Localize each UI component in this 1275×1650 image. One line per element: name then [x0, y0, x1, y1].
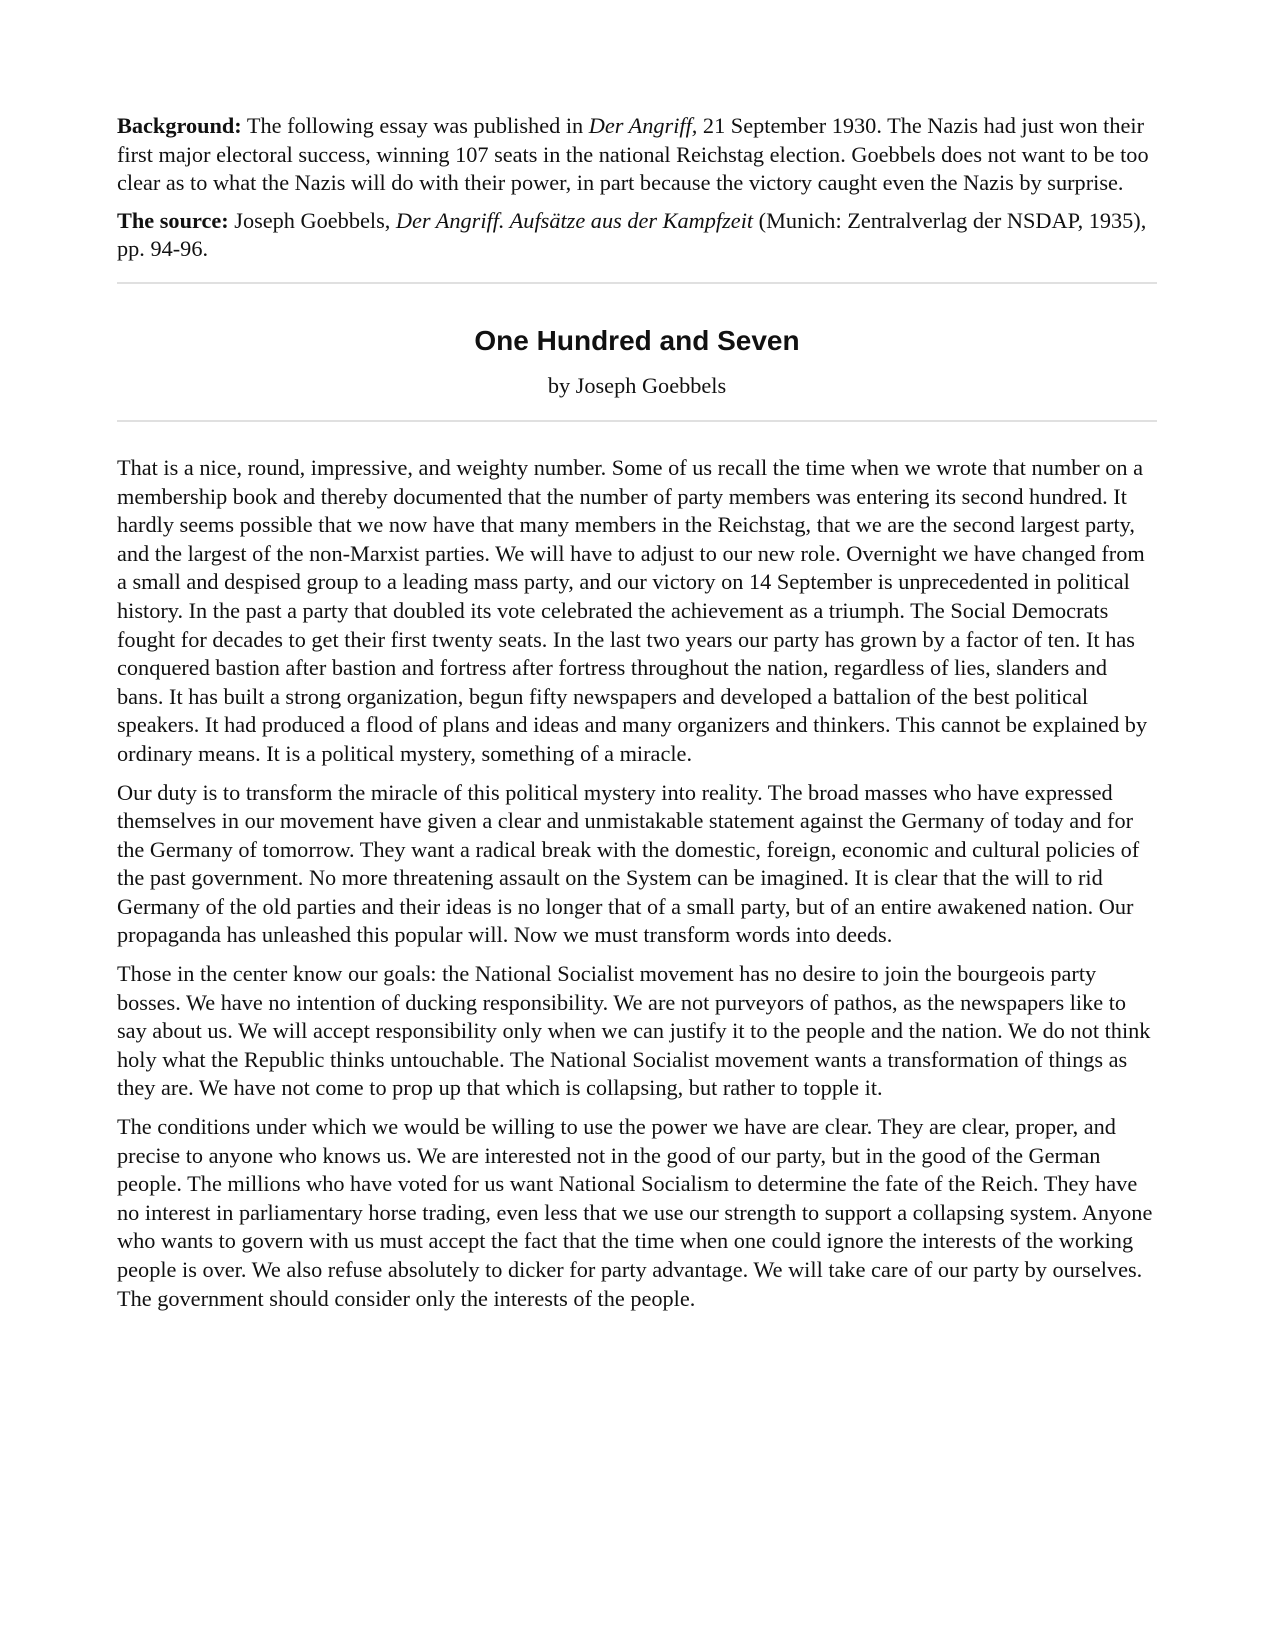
background-paragraph — [117, 112, 1157, 198]
essay-paragraph-1: That is a nice, round, impressive, and weighty number. Some of us recall the time when we wrote that number on a membership book and thereby documented that the number of party members was entering its second hundred. It hardly seems possible that we now have that many members in the Reichstag, that we are the second largest party, and the largest of the non-Marxist parties. We will have to adjust to our new role. Overnight we have changed from a small and despised group to a leading mass party, and our victory on 14 September is unprecedented in political history. In the past a party that doubled its vote celebrated the achievement as a triumph. The Social Democrats fought for decades to get their first twenty seats. In the last two years our party has grown by a factor of ten. It has conquered bastion after bastion and fortress after fortress throughout the nation, regardless of lies, slanders and bans. It has built a strong organization, begun fifty newspapers and developed a battalion of the best political speakers. It had produced a flood of plans and ideas and many organizers and thinkers. This cannot be explained by ordinary means. It is a political mystery, something of a miracle. — [117, 454, 1148, 766]
essay-paragraph-4: The conditions under which we would be willing to use the power we have are clear. They are clear, proper, and precise to anyone who knows us. We are interested not in the good of our party, but in the good of the German people. The millions who have voted for us want National Socialism to determine the fate of the Reich. They have no interest in parliamentary horse trading, even less that we use our strength to support a collapsing system. Anyone who wants to govern with us must accept the fact that the time when one could ignore the interests of the working people is over. We also refuse absolutely to dicker for party advantage. We will take care of our party by ourselves. The government should consider only the interests of the people. — [117, 1114, 1153, 1311]
title-block — [117, 284, 1157, 420]
background-publication: Der Angriff, — [588, 113, 698, 138]
background-text-1: The following essay was published in — [241, 113, 589, 138]
essay-paragraph-2: Our duty is to transform the miracle of this political mystery into reality. The broad masses who have expressed themselves in our movement have given a clear and unmistakable statement against the Germany of today and for the Germany of tomorrow. They want a radical break with the domestic, foreign, economic and cultural policies of the past government. No more threatening assault on the System can be imagined. It is clear that the will to rid Germany of the old parties and their ideas is no longer that of a small party, but of an entire awakened nation. Our propaganda has unleashed this popular will. Now we must transform words into deeds. — [117, 779, 1140, 948]
essay-paragraph-3: Those in the center know our goals: the National Socialist movement has no desire to join the bourgeois party bosses. We have no intention of ducking responsibility. We are not purveyors of pathos, as the newspapers like to say about us. We will accept responsibility only when we can justify it to the people and the nation. We do not think holy what the Republic thinks untouchable. The National Socialist movement wants a transformation of things as they are. We have not come to prop up that which is collapsing, but rather to topple it. — [117, 961, 1151, 1101]
background-text-2: 21 September 1930. The Nazis had just won their first major electoral success, winning 107 seats in the national Reichstag election. Goebbels does not want to be too clear as to what the Nazis will do with their power, in part because the victory caught even the Nazis by surprise. — [117, 113, 1149, 196]
intro-block — [117, 112, 1157, 264]
divider-bottom — [117, 420, 1157, 422]
source-text-2: (Munich: Zentralverlag der NSDAP, 1935), pp. 94-96. — [117, 207, 1147, 262]
essay-title: One Hundred and Seven — [474, 324, 800, 356]
essay-byline: by Joseph Goebbels — [547, 372, 727, 398]
source-text-1: Joseph Goebbels, — [228, 207, 396, 233]
essay-body — [117, 454, 1157, 1313]
source-book-title: Der Angriff. Aufsätze aus der Kampfzeit — [395, 207, 754, 233]
source-label: The source: — [117, 207, 229, 233]
source-paragraph — [117, 207, 1157, 264]
document-page — [117, 112, 1157, 1323]
background-label: Background: — [117, 113, 242, 138]
